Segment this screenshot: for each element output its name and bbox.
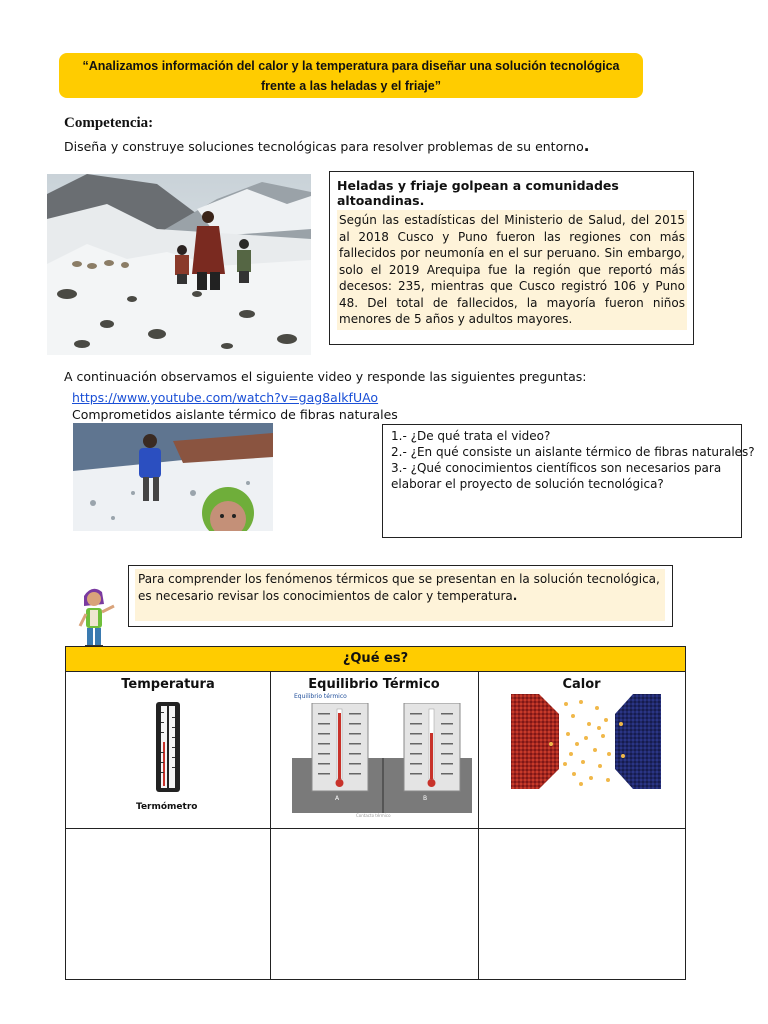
banner-line-2: frente a las heladas y el friaje”	[261, 79, 441, 93]
banner-line-1: “Analizamos información del calor y la temperatura para diseñar una solución tecnológica	[82, 59, 620, 73]
contact-caption: Contacto térmico	[356, 813, 391, 818]
competencia-text	[64, 137, 589, 155]
title-banner	[59, 53, 643, 98]
andean-family-photo	[47, 174, 311, 355]
beaker-a-label: A	[335, 795, 340, 802]
column-title-equilibrio: Equilibrio Térmico	[308, 677, 440, 692]
thermometer-caption: Termómetro	[136, 802, 198, 812]
question-3: 3.- ¿Qué conocimientos científicos son necesarios para	[391, 461, 722, 475]
equilibrium-caption: Equilibrio térmico	[294, 693, 347, 700]
column-calor	[478, 672, 685, 979]
question-1: 1.- ¿De qué trata el video?	[391, 429, 551, 443]
thermal-equilibrium-diagram	[292, 703, 472, 822]
column-title-temperatura: Temperatura	[121, 677, 215, 692]
heat-transfer-diagram	[511, 694, 661, 793]
column-temperatura	[66, 672, 271, 979]
table-header: ¿Qué es?	[66, 647, 685, 672]
video-link[interactable]: https://www.youtube.com/watch?v=gag8alkfUAo	[72, 390, 379, 405]
student-illustration	[72, 586, 122, 652]
column-title-calor: Calor	[562, 677, 601, 692]
video-intro: A continuación observamos el siguiente video y responde las siguientes preguntas:	[64, 369, 587, 384]
note-text-body: Para comprender los fenómenos térmicos que se presentan en la solución tecnológica, es necesario revisar los conocimientos de calor y temperatura	[138, 572, 660, 603]
table-row-divider	[66, 828, 685, 829]
questions-box	[382, 424, 755, 538]
competencia-text-body: Diseña y construye soluciones tecnológicas para resolver problemas de su entorno	[64, 139, 584, 154]
note-period: .	[512, 588, 518, 603]
news-box	[329, 171, 694, 345]
note-box	[128, 565, 673, 627]
note-text	[135, 569, 665, 621]
video-thumbnail[interactable]	[73, 423, 273, 531]
competencia-heading: Competencia:	[64, 115, 154, 131]
beaker-b-label: B	[423, 795, 428, 802]
news-body: Según las estadísticas del Ministerio de Salud, del 2015 al 2018 Cusco y Puno fueron las regiones con más fallecidos por neumonía en el sur peruano. Sin embargo, solo el 2019 Arequipa fue la región que reportó más decesos: 235, mientras que Cusco registró 106 y Puno 48. Del total de fallecidos, la mayoría fueron niños menores de 5 años y adultos mayores.	[337, 210, 687, 330]
competencia-period: .	[583, 137, 590, 155]
thermometer-icon	[154, 702, 182, 796]
column-equilibrio	[270, 672, 479, 979]
que-es-table	[65, 646, 686, 980]
question-3-cont: elaborar el proyecto de solución tecnológica?	[391, 477, 664, 491]
question-2: 2.- ¿En qué consiste un aislante térmico de fibras naturales?	[391, 445, 755, 459]
news-title: Heladas y friaje golpean a comunidades altoandinas.	[337, 178, 619, 208]
video-title: Comprometidos aislante térmico de fibras naturales	[72, 407, 398, 422]
